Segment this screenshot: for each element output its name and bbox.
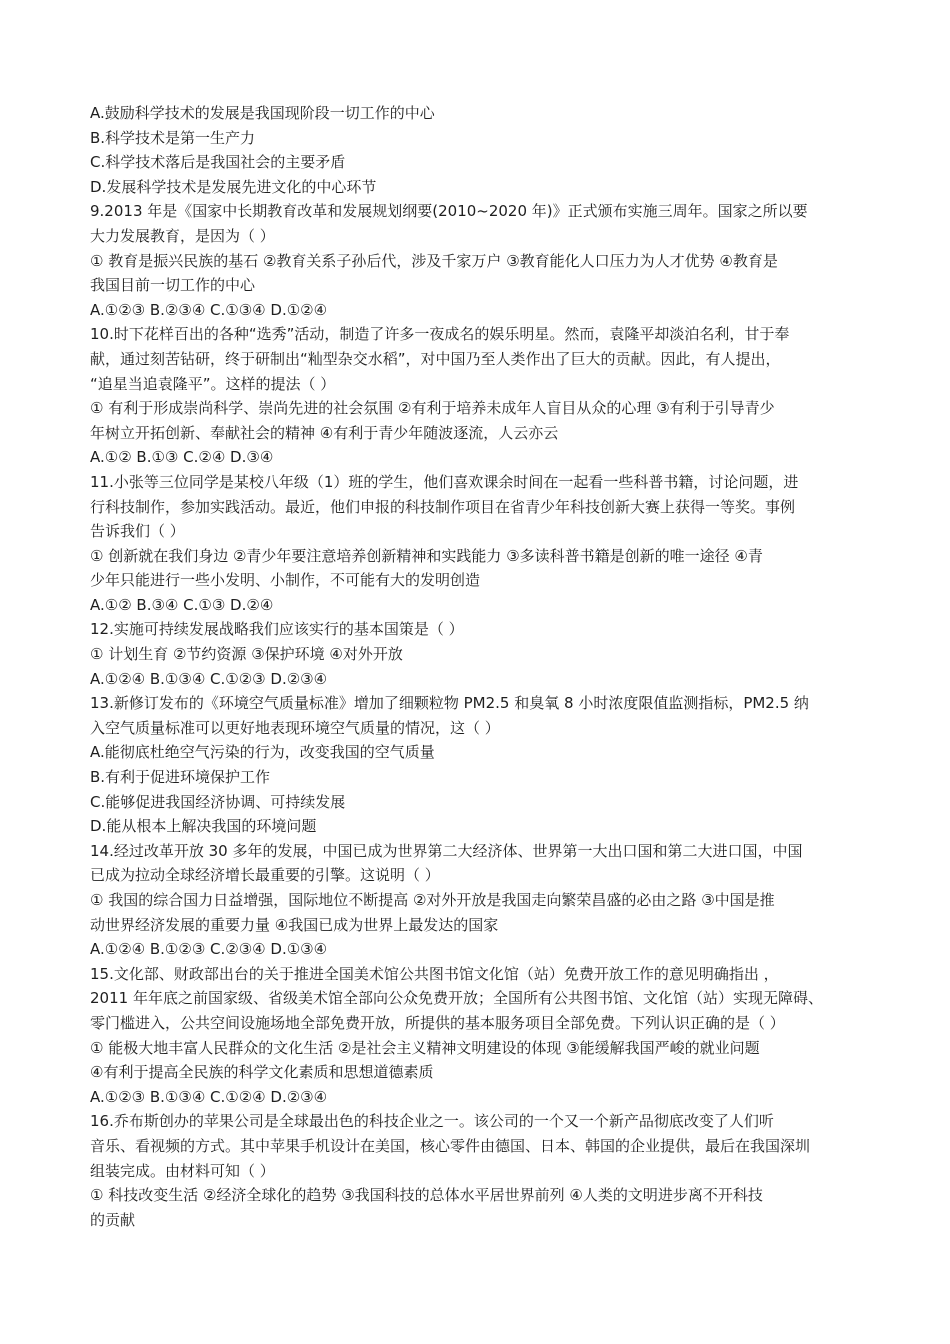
option-line: A.鼓励科学技术的发展是我国现阶段一切工作的中心 [90,104,435,122]
question-15-stem: 零门槛进入，公共空间设施场地全部免费开放，所提供的基本服务项目全部免费。下列认识正确的是（ ） [90,1013,785,1032]
question-13-stem: 13.新修订发布的《环境空气质量标准》增加了细颗粒物 PM2.5 和臭氧 8 小时浓度限值监测指标，PM2.5 纳 [90,694,809,713]
question-14-stem: 14.经过改革开放 30 多年的发展，中国已成为世界第二大经济体、世界第一大出口国和第二大进口国，中国 [90,841,803,860]
question-15-statements: ① 能极大地丰富人民群众的文化生活 ②是社会主义精神文明建设的体现 ③能缓解我国严峻的就业问题 [90,1038,760,1057]
question-15-statements: ④有利于提高全民族的科学文化素质和思想道德素质 [90,1063,434,1082]
question-13-option-a: A.能彻底杜绝空气污染的行为，改变我国的空气质量 [90,743,435,762]
question-12-options: A.①②④ B.①③④ C.①②③ D.②③④ [90,669,328,688]
question-11-statements: ① 创新就在我们身边 ②青少年要注意培养创新精神和实践能力 ③多读科普书籍是创新的唯一途径 ④青 [90,546,763,565]
question-9-stem: 9.2013 年是《国家中长期教育改革和发展规划纲要(2010~2020 年)》正式颁布实施三周年。国家之所以要 [90,202,808,221]
option-line: C.科学技术落后是我国社会的主要矛盾 [90,153,346,172]
question-10-stem: 献，通过刻苦钻研，终于研制出“籼型杂交水稻”，对中国乃至人类作出了巨大的贡献。因此，有人提出， [90,349,781,368]
question-12-stem: 12.实施可持续发展战略我们应该实行的基本国策是（ ） [90,620,464,639]
question-10-statements: ① 有利于形成崇尚科学、崇尚先进的社会氛围 ②有利于培养未成年人盲目从众的心理 ③有利于引导青少 [90,399,775,418]
question-10-stem: “追星当追袁隆平”。这样的提法（ ） [90,374,336,393]
question-11-stem: 行科技制作，参加实践活动。最近，他们申报的科技制作项目在省青少年科技创新大赛上获得一等奖。事例 [90,497,796,516]
question-9-options: A.①②③ B.②③④ C.①③④ D.①②④ [90,300,328,319]
question-16-stem: 音乐、看视频的方式。其中苹果手机设计在美国，核心零件由德国、日本、韩国的企业提供，最后在我国深圳 [90,1136,811,1155]
question-16-stem: 16.乔布斯创办的苹果公司是全球最出色的科技企业之一。该公司的一个又一个新产品彻底改变了人们听 [90,1112,774,1131]
question-16-statements: ① 科技改变生活 ②经济全球化的趋势 ③我国科技的总体水平居世界前列 ④人类的文明进步离不开科技 [90,1186,763,1205]
question-15-stem: 2011 年年底之前国家级、省级美术馆全部向公众免费开放；全国所有公共图书馆、文化馆（站）实现无障碍、 [90,989,823,1008]
question-13-option-c: C.能够促进我国经济协调、可持续发展 [90,792,346,811]
question-10-options: A.①② B.①③ C.②④ D.③④ [90,448,274,467]
question-13-stem: 入空气质量标准可以更好地表现环境空气质量的情况，这（ ） [90,718,500,737]
question-12-statements: ① 计划生育 ②节约资源 ③保护环境 ④对外开放 [90,645,403,664]
question-15-options: A.①②③ B.①③④ C.①②④ D.②③④ [90,1087,328,1106]
question-14-stem: 已成为拉动全球经济增长最重要的引擎。这说明（ ） [90,866,440,885]
question-14-options: A.①②④ B.①②③ C.②③④ D.①③④ [90,940,328,959]
question-text-block [90,101,870,1232]
question-15-stem: 15.文化部、财政部出台的关于推进全国美术馆公共图书馆文化馆（站）免费开放工作的意见明确指出 ， [90,964,779,983]
option-line: D.发展科学技术是发展先进文化的中心环节 [90,177,377,196]
question-16-stem: 组装完成。由材料可知（ ） [90,1161,275,1180]
question-9-statements: 我国目前一切工作的中心 [90,276,256,295]
question-11-options: A.①② B.③④ C.①③ D.②④ [90,595,274,614]
question-9-statements: ① 教育是振兴民族的基石 ②教育关系子孙后代，涉及千家万户 ③教育能化人口压力为人才优势 ④教育是 [90,251,778,270]
option-line: B.科学技术是第一生产力 [90,128,256,147]
question-10-statements: 年树立开拓创新、奉献社会的精神 ④有利于青少年随波逐流，人云亦云 [90,423,559,442]
question-11-stem: 告诉我们（ ） [90,522,185,541]
question-13-option-d: D.能从根本上解决我国的环境问题 [90,817,317,836]
question-14-statements: 动世界经济发展的重要力量 ④我国已成为世界上最发达的国家 [90,915,499,934]
question-13-option-b: B.有利于促进环境保护工作 [90,768,271,787]
question-11-stem: 11.小张等三位同学是某校八年级（1）班的学生，他们喜欢课余时间在一起看一些科普书籍，讨论问题，进 [90,472,799,491]
question-14-statements: ① 我国的综合国力日益增强，国际地位不断提高 ②对外开放是我国走向繁荣昌盛的必由之路 ③中国是推 [90,891,775,909]
question-9-stem: 大力发展教育，是因为（ ） [90,226,275,245]
question-11-statements: 少年只能进行一些小发明、小制作，不可能有大的发明创造 [90,571,481,590]
question-16-statements: 的贡献 [90,1210,136,1229]
question-10-stem: 10.时下花样百出的各种“选秀”活动，制造了许多一夜成名的娱乐明星。然而，袁隆平却淡泊名利，甘于奉 [90,325,790,344]
